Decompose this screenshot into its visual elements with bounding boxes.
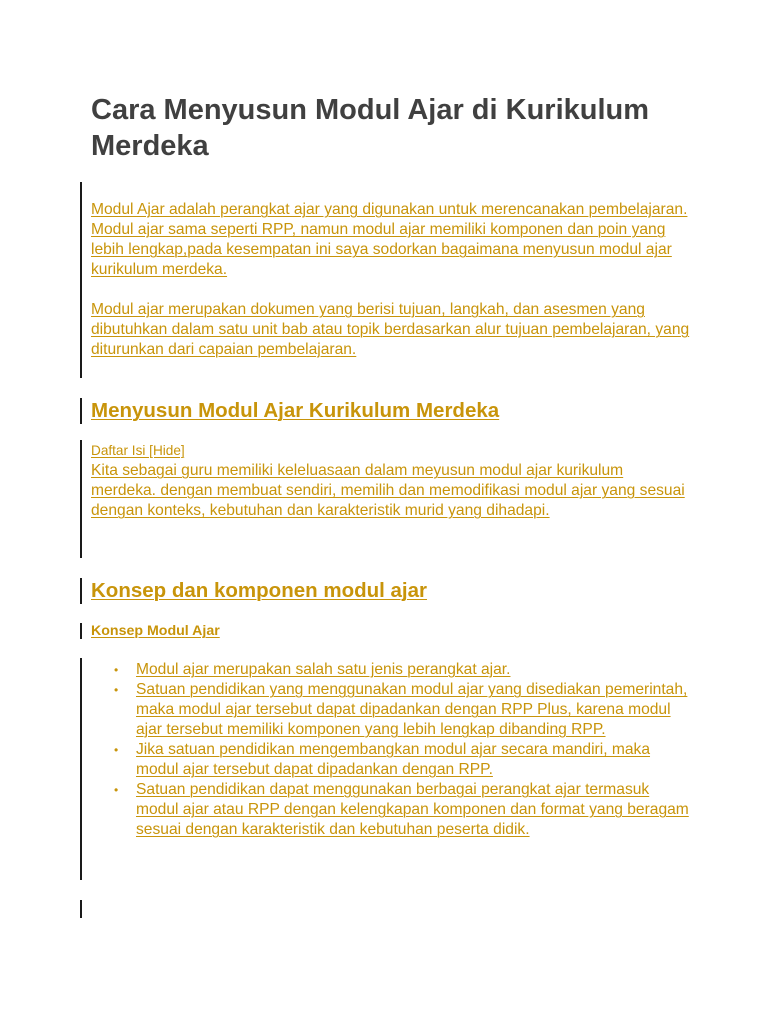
left-rule-heading-2	[80, 578, 82, 604]
page-title: Cara Menyusun Modul Ajar di Kurikulum Merdeka	[91, 94, 650, 162]
list-item[interactable]	[110, 680, 690, 740]
intro-paragraph-2-link[interactable]: Modul ajar merupakan dokumen yang berisi tujuan, langkah, dan asesmen yang dibutuhkan dalam satu unit bab atau topik berdasarkan alur tujuan pembelajaran, yang diturunkan dari capaian pembelajaran.	[91, 301, 690, 358]
section-heading-konsep[interactable]	[91, 578, 427, 604]
section-heading-menyusun[interactable]	[91, 398, 499, 424]
list-item[interactable]	[110, 780, 690, 840]
toc-toggle-link[interactable]: Daftar Isi [Hide]	[91, 443, 185, 458]
bullet-list	[110, 660, 690, 840]
left-rule-heading-1	[80, 398, 82, 424]
left-rule-section-1	[80, 440, 82, 558]
subheading-konsep-modul-ajar-link[interactable]: Konsep Modul Ajar	[91, 623, 220, 639]
list-item-link[interactable]: Modul ajar merupakan salah satu jenis perangkat ajar.	[136, 661, 511, 678]
left-rule-intro	[80, 182, 82, 378]
bullet-icon: •	[114, 663, 119, 677]
bullet-icon: •	[114, 743, 119, 757]
left-rule-subheading	[80, 623, 82, 639]
left-rule-end	[80, 900, 82, 918]
list-item[interactable]	[110, 660, 690, 680]
bullet-icon: •	[114, 683, 119, 697]
left-rule-bullets	[80, 658, 82, 880]
intro-paragraph-1-link[interactable]: Modul Ajar adalah perangkat ajar yang digunakan untuk merencanakan pembelajaran. Modul ajar sama seperti RPP, namun modul ajar memiliki komponen dan poin yang lebih lengkap,pada kesempatan ini saya sodorkan bagaimana menyusun modul ajar kurikulum merdeka.	[91, 201, 688, 278]
subheading-konsep-modul-ajar[interactable]	[91, 622, 220, 640]
section-1-paragraph[interactable]	[91, 461, 691, 521]
list-item[interactable]	[110, 740, 690, 780]
section-1-paragraph-link[interactable]: Kita sebagai guru memiliki keleluasaan dalam meyusun modul ajar kurikulum merdeka. dengan membuat sendiri, memilih dan memodifikasi modul ajar yang sesuai dengan konteks, kebutuhan dan karakteristik murid yang dihadapi.	[91, 462, 685, 519]
list-item-link[interactable]: Satuan pendidikan yang menggunakan modul ajar yang disediakan pemerintah, maka modul ajar tersebut dapat dipadankan dengan RPP Plus, karena modul ajar tersebut memiliki komponen yang lebih lengkap dibanding RPP.	[136, 681, 688, 738]
section-heading-menyusun-link[interactable]: Menyusun Modul Ajar Kurikulum Merdeka	[91, 399, 500, 422]
list-item-link[interactable]: Jika satuan pendidikan mengembangkan modul ajar secara mandiri, maka modul ajar tersebut dapat dipadankan dengan RPP.	[136, 741, 651, 778]
table-of-contents[interactable]	[91, 442, 185, 460]
intro-paragraph-2[interactable]	[91, 300, 691, 360]
bullet-icon: •	[114, 783, 119, 797]
list-item-link[interactable]: Satuan pendidikan dapat menggunakan berbagai perangkat ajar termasuk modul ajar atau RPP dengan kelengkapan komponen dan format yang beragam sesuai dengan karakteristik dan kebutuhan peserta didik.	[136, 781, 689, 838]
section-heading-konsep-link[interactable]: Konsep dan komponen modul ajar	[91, 579, 428, 602]
intro-paragraph-1[interactable]	[91, 200, 691, 280]
